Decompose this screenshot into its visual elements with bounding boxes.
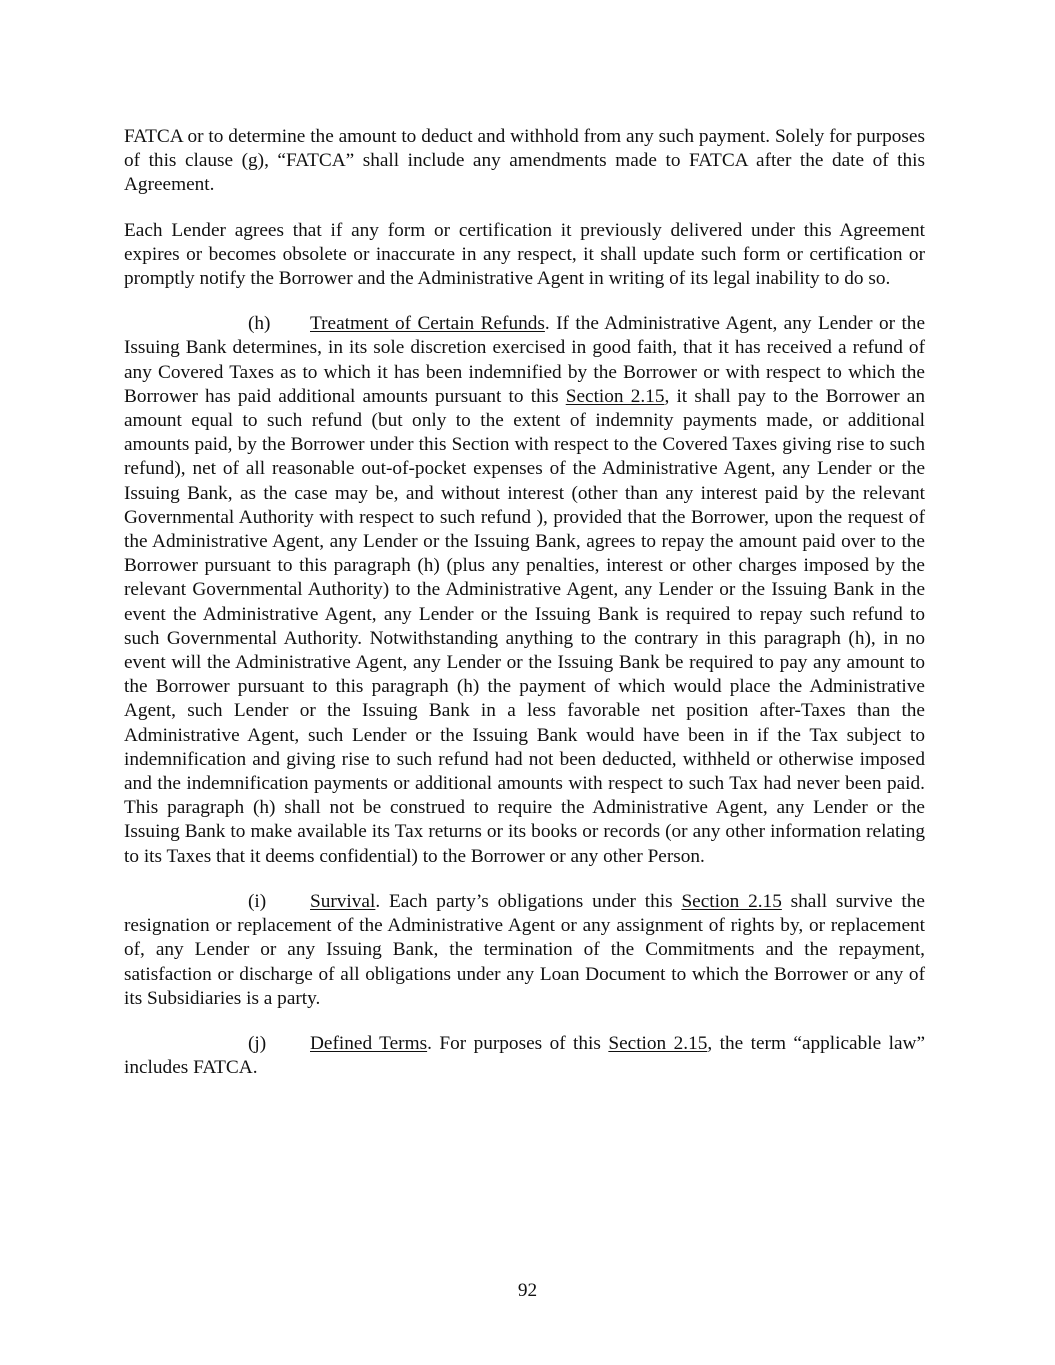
section-h-text-1: . If the Administrative Agent, any Lender or the Issuing Bank determines, in its sole discretion exercised in good faith, that it has received a refund of any Covered Taxes as to which it has been indemnified by the Borrower or with respect to which the Borrower has paid additional amounts pursuant to this	[124, 313, 925, 407]
section-i-text-2: shall survive the resignation or replacement of the Administrative Agent or any assignment of rights by, or replacement of, any Lender or any Issuing Bank, the termination of the Commitments and the repayment, satisfaction or discharge of all obligations under any Loan Document to which the Borrower or any of its Subsidiaries is a party.	[124, 890, 925, 1009]
section-j-text-1: . For purposes of this	[427, 1032, 609, 1054]
section-h-heading: Treatment of Certain Refunds	[310, 313, 545, 335]
section-h-text-2: , it shall pay to the Borrower an amount equal to such refund (but only to the extent of indemnity payments made, or additional amounts paid, by the Borrower under this Section with respect to the Covered Taxes giving rise to such refund), net of all reasonable out-of-pocket expenses of the Administrative Agent, any Lender or the Issuing Bank, as the case may be, and without interest (other than any interest paid by the relevant Governmental Authority with respect to such refund ), provided that the Borrower, upon the request of the Administrative Agent, any Lender or the Issuing Bank, agrees to repay the amount paid over to the Borrower pursuant to this paragraph (h) (plus any penalties, interest or other charges imposed by the relevant Governmental Authority) to the Administrative Agent, any Lender or the Issuing Bank in the event the Administrative Agent, any Lender or the Issuing Bank is required to repay such refund to such Governmental Authority. Notwithstanding anything to the contrary in this paragraph (h), in no event will the Administrative Agent, any Lender or the Issuing Bank be required to pay any amount to the Borrower pursuant to this paragraph (h) the payment of which would place the Administrative Agent, such Lender or the Issuing Bank in a less favorable net position after-Taxes than the Administrative Agent, such Lender or the Issuing Bank would have been in if the Tax subject to indemnification and giving rise to such refund had not been deducted, withheld or otherwise imposed and the indemnification payments or additional amounts with respect to such Tax had never been paid. This paragraph (h) shall not be construed to require the Administrative Agent, any Lender or the Issuing Bank to make available its Tax returns or its books or records (or any other information relating to its Taxes that it deems confidential) to the Borrower or any other Person.	[124, 385, 925, 867]
section-j-heading: Defined Terms	[310, 1032, 428, 1054]
section-h-marker: (h)	[248, 313, 271, 335]
section-i-heading: Survival	[310, 890, 376, 912]
section-j-reference: Section 2.15	[608, 1032, 708, 1054]
section-h-reference: Section 2.15	[565, 385, 665, 407]
section-j-text-2: , the term “applicable law” includes FATCA.	[124, 1032, 925, 1079]
section-h-paragraph	[124, 312, 925, 869]
page-number: 92	[517, 1280, 538, 1301]
document-body	[124, 125, 925, 1101]
section-i-text-1: . Each party’s obligations under this	[375, 890, 682, 912]
paragraph-lender-update: Each Lender agrees that if any form or certification it previously delivered under this Agreement expires or becomes obsolete or inaccurate in any respect, it shall update such form or certification or promptly notify the Borrower and the Administrative Agent in writing of its legal inability to do so.	[124, 219, 925, 290]
section-j-marker: (j)	[248, 1032, 267, 1054]
section-i-marker: (i)	[248, 890, 267, 912]
section-i-reference: Section 2.15	[681, 890, 782, 912]
paragraph-fatca-continuation: FATCA or to determine the amount to deduct and withhold from any such payment. Solely for purposes of this clause (g), “FATCA” shall include any amendments made to FATCA after the date of this Agreement.	[124, 126, 925, 196]
section-j-paragraph	[124, 1032, 925, 1080]
section-i-paragraph	[124, 890, 925, 1011]
